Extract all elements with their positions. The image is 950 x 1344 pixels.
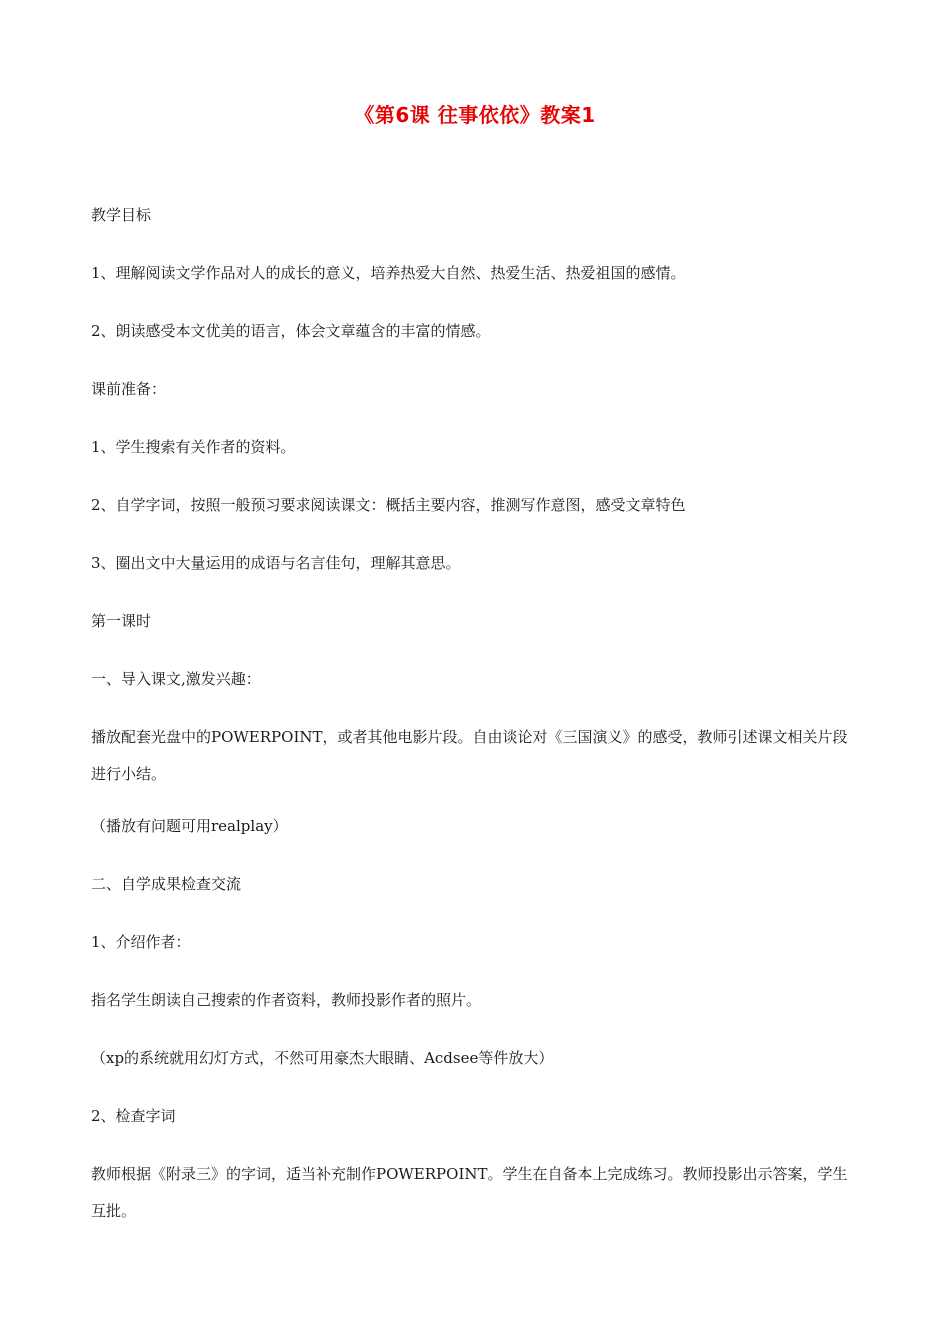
paragraph: 二、自学成果检查交流 (91, 875, 242, 893)
paragraph: 1、学生搜索有关作者的资料。 (91, 438, 296, 456)
paragraph: 播放配套光盘中的POWERPOINT，或者其他电影片段。自由谈论对《三国演义》的感受，教师引述课文相关片段进行小结。 (91, 728, 848, 783)
paragraph: 2、检查字词 (91, 1107, 176, 1125)
section-heading-objectives: 教学目标 (91, 206, 152, 224)
document-title: 《第6课 往事依依》教案1 (354, 103, 596, 127)
paragraph: （xp的系统就用幻灯方式，不然可用豪杰大眼睛、Acdsee等件放大） (91, 1049, 554, 1067)
paragraph: 一、导入课文,激发兴趣： (91, 670, 261, 688)
paragraph: 1、介绍作者： (91, 933, 191, 951)
paragraph: 1、理解阅读文学作品对人的成长的意义，培养热爱大自然、热爱生活、热爱祖国的感情。 (91, 264, 686, 282)
paragraph: 2、自学字词，按照一般预习要求阅读课文：概括主要内容，推测写作意图，感受文章特色 (91, 496, 686, 514)
paragraph: 3、圈出文中大量运用的成语与名言佳句，理解其意思。 (91, 554, 461, 572)
section-heading-lesson-one: 第一课时 (91, 612, 152, 630)
paragraph: （播放有问题可用realplay） (91, 817, 288, 835)
paragraph: 教师根据《附录三》的字词，适当补充制作POWERPOINT。学生在自备本上完成练习。教师投影出示答案，学生互批。 (91, 1165, 848, 1220)
document-body (91, 204, 861, 1252)
paragraph: 指名学生朗读自己搜索的作者资料，教师投影作者的照片。 (91, 991, 482, 1009)
section-heading-preparation: 课前准备： (91, 380, 167, 398)
paragraph: 2、朗读感受本文优美的语言，体会文章蕴含的丰富的情感。 (91, 322, 491, 340)
